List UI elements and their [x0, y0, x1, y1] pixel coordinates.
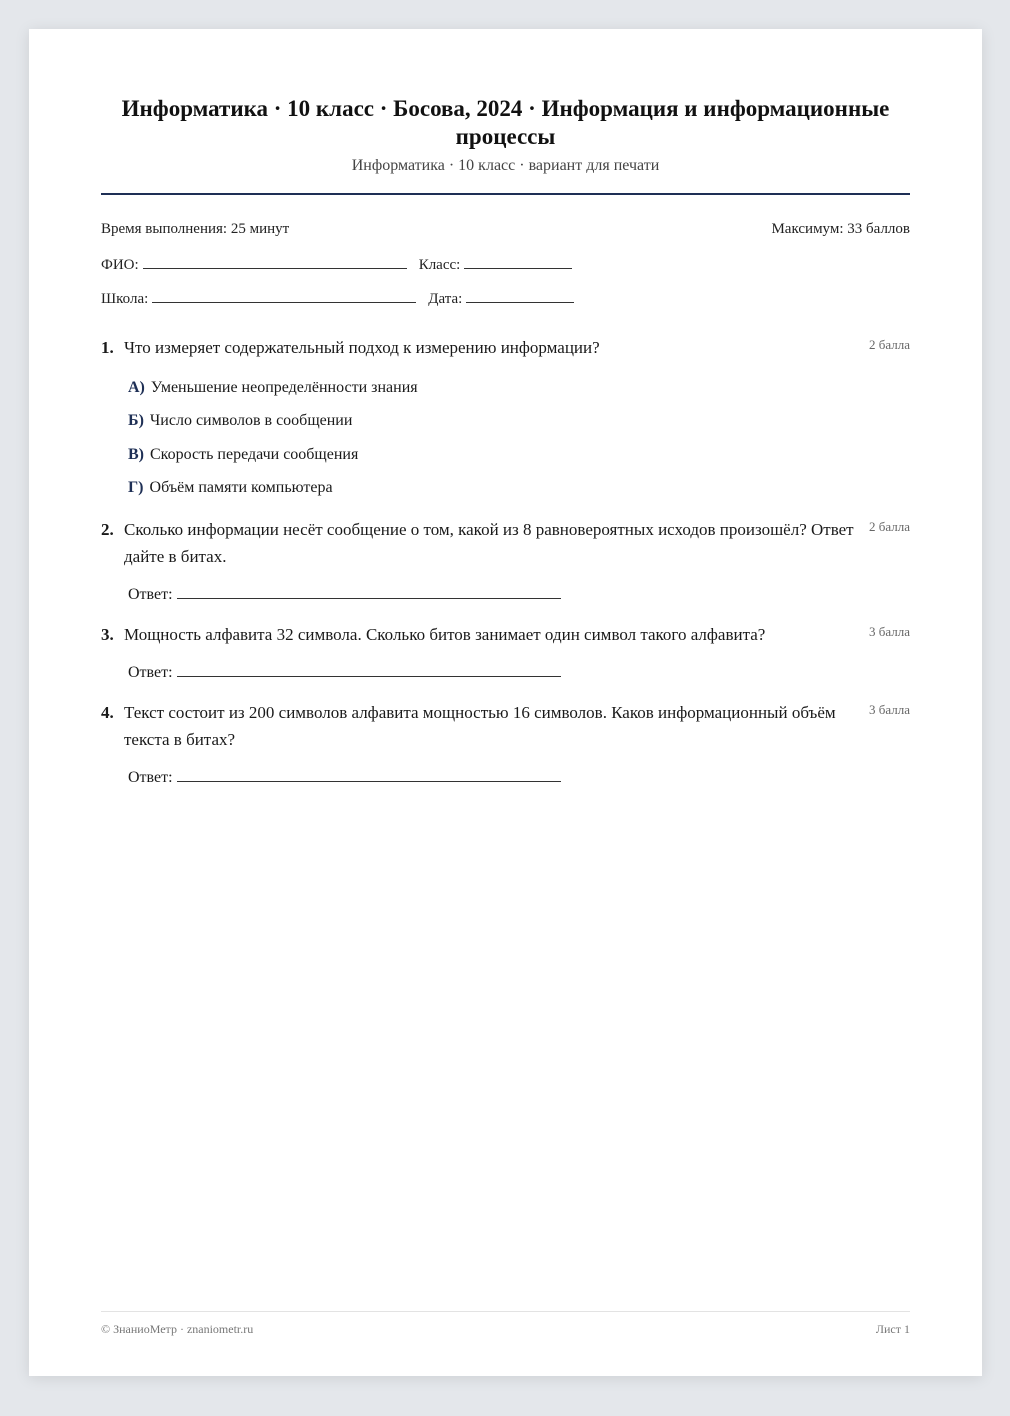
page-title: Информатика · 10 класс · Босова, 2024 · Информация и информационные процессы	[121, 96, 890, 149]
page-subtitle: Информатика · 10 класс · вариант для печати	[351, 157, 660, 174]
option-text: Объём памяти компьютера	[149, 479, 333, 496]
time-limit: Время выполнения: 25 минут	[101, 221, 290, 237]
option-text: Скорость передачи сообщения	[150, 446, 359, 463]
meta-row	[101, 219, 910, 239]
option-b[interactable]	[128, 411, 352, 431]
footer-page-number: Лист 1	[875, 1322, 910, 1336]
question-points: 3 балла	[869, 702, 910, 717]
question-number: 4.	[101, 703, 114, 722]
footer-copyright: © ЗнаниоМетр · znaniometr.ru	[101, 1322, 254, 1336]
option-a[interactable]	[128, 378, 418, 398]
answer-field[interactable]	[177, 765, 561, 782]
header-divider	[101, 193, 910, 195]
worksheet-page	[29, 29, 982, 1376]
answer-row	[128, 582, 561, 605]
question-points: 2 балла	[869, 519, 910, 534]
answer-label: Ответ:	[128, 769, 173, 786]
question-text: Что измеряет содержательный подход к измерению информации?	[124, 338, 600, 357]
option-c[interactable]	[128, 445, 358, 465]
option-letter: В)	[128, 446, 144, 463]
option-d[interactable]	[128, 478, 333, 498]
question-text: Сколько информации несёт сообщение о том, какой из 8 равновероятных исходов произошёл? Ответ дайте в битах.	[124, 520, 854, 566]
fio-label: ФИО:	[101, 257, 139, 273]
option-text: Число символов в сообщении	[149, 412, 353, 429]
school-field[interactable]	[152, 286, 416, 303]
question-number: 1.	[101, 338, 114, 357]
class-field[interactable]	[464, 252, 572, 269]
answer-field[interactable]	[177, 660, 561, 677]
page-content	[101, 29, 910, 1376]
footer-divider	[101, 1311, 910, 1312]
answer-label: Ответ:	[128, 664, 173, 681]
answer-field[interactable]	[177, 582, 561, 599]
school-date-row	[101, 286, 574, 309]
option-letter: Г)	[128, 479, 144, 496]
option-text: Уменьшение неопределённости знания	[150, 379, 418, 396]
option-letter: А)	[128, 379, 145, 396]
max-score: Максимум: 33 баллов	[771, 221, 910, 237]
question-text: Текст состоит из 200 символов алфавита мощностью 16 символов. Каков информационный объём текста в битах?	[124, 703, 836, 749]
footer	[101, 1321, 910, 1337]
question-number: 3.	[101, 625, 114, 644]
question-points: 2 балла	[869, 337, 910, 352]
answer-row	[128, 765, 561, 788]
fio-field[interactable]	[143, 252, 407, 269]
date-field[interactable]	[466, 286, 574, 303]
option-letter: Б)	[128, 412, 144, 429]
question-points: 3 балла	[869, 624, 910, 639]
answer-label: Ответ:	[128, 586, 173, 603]
question-number: 2.	[101, 520, 114, 539]
class-label: Класс:	[418, 257, 461, 273]
answer-row	[128, 660, 561, 683]
name-class-row	[101, 252, 572, 275]
school-label: Школа:	[101, 291, 149, 307]
question-text: Мощность алфавита 32 символа. Сколько битов занимает один символ такого алфавита?	[124, 625, 766, 644]
date-label: Дата:	[428, 291, 463, 307]
